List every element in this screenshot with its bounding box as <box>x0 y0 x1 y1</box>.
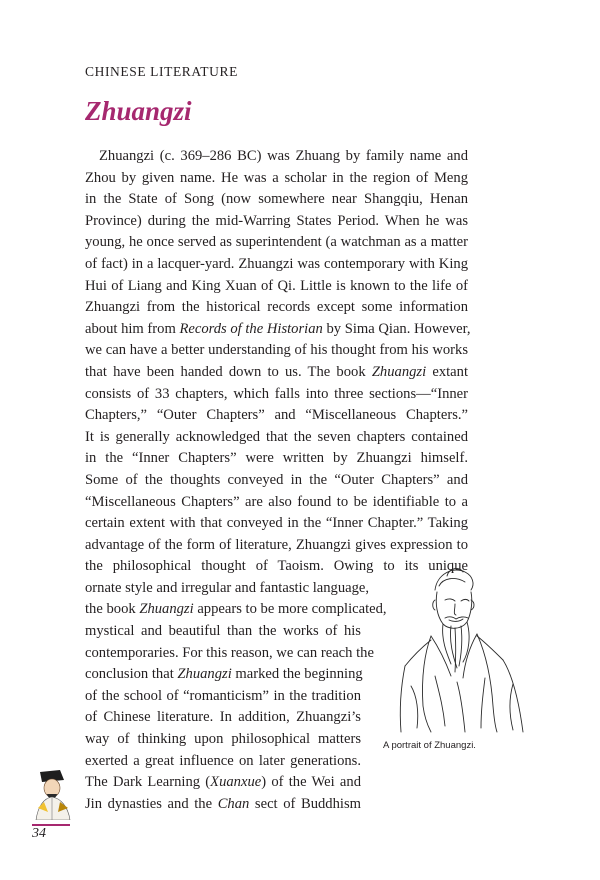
text-line <box>85 794 361 816</box>
text-run: conclusion that <box>85 666 178 683</box>
text-run: Zhou by given name. He was a scholar in the region of Meng <box>85 169 468 186</box>
text-line <box>85 427 468 449</box>
text-run: consists of 33 chapters, which falls into three sections—“Inner <box>85 385 468 402</box>
text-line <box>85 340 468 362</box>
text-line <box>85 146 468 168</box>
text-run: young, he once served as superintendent (a watchman as a matter <box>85 234 468 251</box>
text-line <box>85 168 468 190</box>
scholar-figure-icon <box>30 768 76 820</box>
text-line <box>85 211 468 233</box>
text-line <box>85 621 361 643</box>
text-line <box>85 535 468 557</box>
text-line <box>85 254 468 276</box>
text-run: certain extent with that conveyed in the “Inner Chapter.” Taking <box>85 515 468 532</box>
text-run: way of thinking upon philosophical matters <box>85 731 361 748</box>
italic-title-text: Zhuangzi <box>177 666 232 683</box>
italic-title-text: Zhuangzi <box>371 363 427 380</box>
text-line <box>85 599 387 621</box>
text-run: in the “Inner Chapters” were written by Zhuangzi himself. <box>85 450 468 467</box>
text-run: we can have a better understanding of his thought from his works <box>85 342 468 359</box>
text-run: Hui of Liang and King Xuan of Qi. Little is known to the life of <box>85 277 468 294</box>
text-run: of Chinese literature. In addition, Zhuangzi’s <box>85 709 361 726</box>
zhuangzi-portrait-illustration <box>365 556 535 734</box>
text-run: extant <box>426 363 468 380</box>
text-line <box>85 729 361 751</box>
text-run: of the school of “romanticism” in the tradition <box>85 687 361 704</box>
text-line <box>85 751 361 773</box>
text-run: advantage of the form of literature, Zhuangzi gives expression to <box>85 536 468 553</box>
text-run: sect of Buddhism <box>249 795 361 812</box>
text-run: of fact) in a lacquer-yard. Zhuangzi was contemporary with King <box>85 255 468 272</box>
text-line <box>85 707 361 729</box>
text-run: The Dark Learning ( <box>85 774 211 791</box>
text-line <box>85 772 361 794</box>
text-line <box>85 513 468 535</box>
page-number: 34 <box>32 826 46 841</box>
text-line <box>85 189 468 211</box>
italic-title-text: Records of the Historian <box>179 320 323 337</box>
text-run: in the State of Song (now somewhere near Shangqiu, Henan <box>85 191 468 208</box>
text-run: ) of the Wei and <box>261 774 362 791</box>
text-line <box>85 470 468 492</box>
chapter-title: Zhuangzi <box>85 96 192 126</box>
text-run: the philosophical thought of Taoism. Owing to its unique <box>85 558 468 575</box>
text-run: “Miscellaneous Chapters” are also found to be identifiable to a <box>85 493 468 510</box>
text-line <box>85 319 471 341</box>
text-line <box>85 362 468 384</box>
text-line <box>85 297 468 319</box>
text-run: by Sima Qian. However, <box>322 320 471 337</box>
running-head: CHINESE LITERATURE <box>85 64 238 79</box>
text-run: It is generally acknowledged that the seven chapters contained <box>85 428 468 445</box>
text-run: Zhuangzi (c. 369–286 BC) was Zhuang by family name and <box>99 148 468 164</box>
text-run: marked the beginning <box>231 666 363 683</box>
text-run: Zhuangzi from the historical records except some information <box>85 299 468 316</box>
text-run: ornate style and irregular and fantastic language, <box>85 579 370 596</box>
text-run: exerted a great influence on later generations. <box>85 752 361 769</box>
text-line <box>85 448 468 470</box>
text-run: about him from <box>85 320 180 337</box>
text-run: Some of the thoughts conveyed in the “Outer Chapters” and <box>85 471 468 488</box>
italic-title-text: Chan <box>217 795 250 812</box>
text-run: Province) during the mid-Warring States Period. When he was <box>85 212 468 229</box>
text-run: contemporaries. For this reason, we can reach the <box>85 644 374 661</box>
text-line <box>85 232 468 254</box>
text-run: Chapters,” “Outer Chapters” and “Miscellaneous Chapters.” <box>85 407 468 424</box>
text-line <box>85 686 361 708</box>
italic-title-text: Xuanxue <box>210 774 262 791</box>
text-line <box>85 664 361 686</box>
text-line <box>85 578 370 600</box>
figure-caption: A portrait of Zhuangzi. <box>383 740 476 751</box>
text-run: appears to be more complicated, <box>193 601 387 618</box>
text-line <box>85 384 468 406</box>
text-run: that have been handed down to us. The book <box>85 363 372 380</box>
italic-title-text: Zhuangzi <box>139 601 194 618</box>
text-line <box>85 643 374 665</box>
text-line <box>85 276 468 298</box>
text-line <box>85 405 468 427</box>
text-run: Jin dynasties and the <box>85 795 218 812</box>
text-run: mystical and beautiful than the works of his <box>85 623 361 640</box>
text-run: the book <box>85 601 140 618</box>
text-line <box>85 492 468 514</box>
